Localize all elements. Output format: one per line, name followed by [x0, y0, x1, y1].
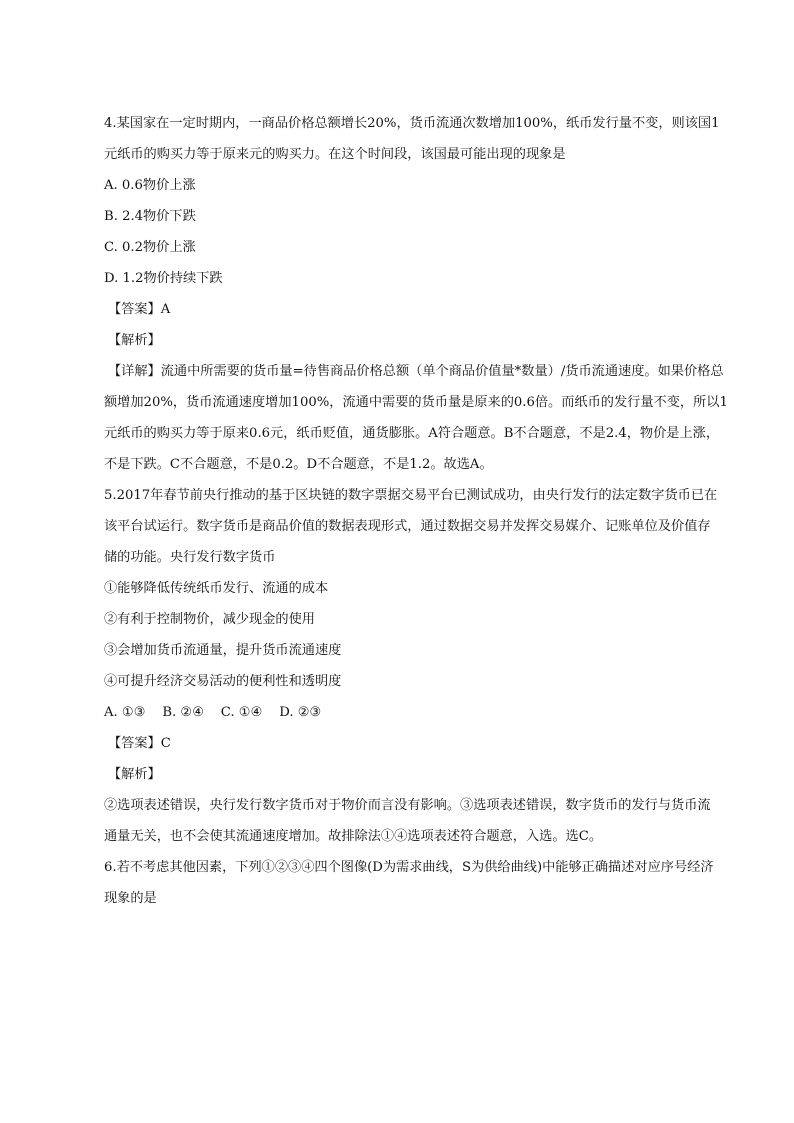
q5-explanation-line-2: 通量无关，也不会使其流通速度增加。故排除法①④选项表述符合题意，入选。选C。: [104, 829, 603, 844]
q4-explanation-line-3: 元纸币的购买力等于原来0.6元，纸币贬值，通货膨胀。A符合题意。B不合题意，不是2.4，物价是上涨，: [104, 426, 720, 441]
q5-answer: 【答案】C: [108, 736, 171, 751]
q4-answer: 【答案】A: [108, 302, 171, 317]
q4-option-c: C. 0.2物价上涨: [104, 240, 196, 255]
q4-option-a: A. 0.6物价上涨: [104, 178, 196, 193]
q5-options: A. ①③ B. ②④ C. ①④ D. ②③: [104, 705, 322, 720]
q4-analysis-heading: 【解析】: [108, 333, 161, 348]
q6-stem-line-2: 现象的是: [104, 891, 157, 906]
q4-explanation-line-1: 【详解】流通中所需要的货币量=待售商品价格总额（单个商品价值量*数量）/货币流通速度。如果价格总: [108, 364, 724, 379]
q5-statement-3: ③会增加货币流通量，提升货币流通速度: [104, 643, 342, 658]
q6-stem-line-1: 6.若不考虑其他因素，下列①②③④四个图像(D为需求曲线，S为供给曲线)中能够正确描述对应序号经济: [104, 860, 714, 875]
q4-stem-line-1: 4.某国家在一定时期内，一商品价格总额增长20%，货币流通次数增加100%，纸币发行量不变，则该国1: [104, 116, 720, 131]
q5-statement-4: ④可提升经济交易活动的便利性和透明度: [104, 674, 342, 689]
q5-statement-1: ①能够降低传统纸币发行、流通的成本: [104, 581, 329, 596]
q5-statement-2: ②有利于控制物价，减少现金的使用: [104, 612, 315, 627]
q5-stem-line-3: 储的功能。央行发行数字货币: [104, 550, 276, 565]
q4-option-d: D. 1.2物价持续下跌: [104, 271, 223, 286]
q4-explanation-line-4: 不是下跌。C不合题意，不是0.2。D不合题意，不是1.2。故选A。: [104, 457, 493, 472]
q5-explanation-line-1: ②选项表述错误，央行发行数字货币对于物价而言没有影响。③选项表述错误，数字货币的发行与货币流: [104, 798, 711, 813]
q5-analysis-heading: 【解析】: [108, 767, 161, 782]
q5-stem-line-1: 5.2017年春节前央行推动的基于区块链的数字票据交易平台已测试成功，由央行发行的法定数字货币已在: [104, 488, 718, 503]
q4-explanation-line-2: 额增加20%，货币流通速度增加100%，流通中需要的货币量是原来的0.6倍。而纸币的发行量不变，所以1: [104, 395, 728, 410]
q4-stem-line-2: 元纸币的购买力等于原来元的购买力。在这个时间段，该国最可能出现的现象是: [104, 147, 566, 162]
q5-stem-line-2: 该平台试运行。数字货币是商品价值的数据表现形式，通过数据交易并发挥交易媒介、记账单位及价值存: [104, 519, 711, 534]
q4-option-b: B. 2.4物价下跌: [104, 209, 196, 224]
